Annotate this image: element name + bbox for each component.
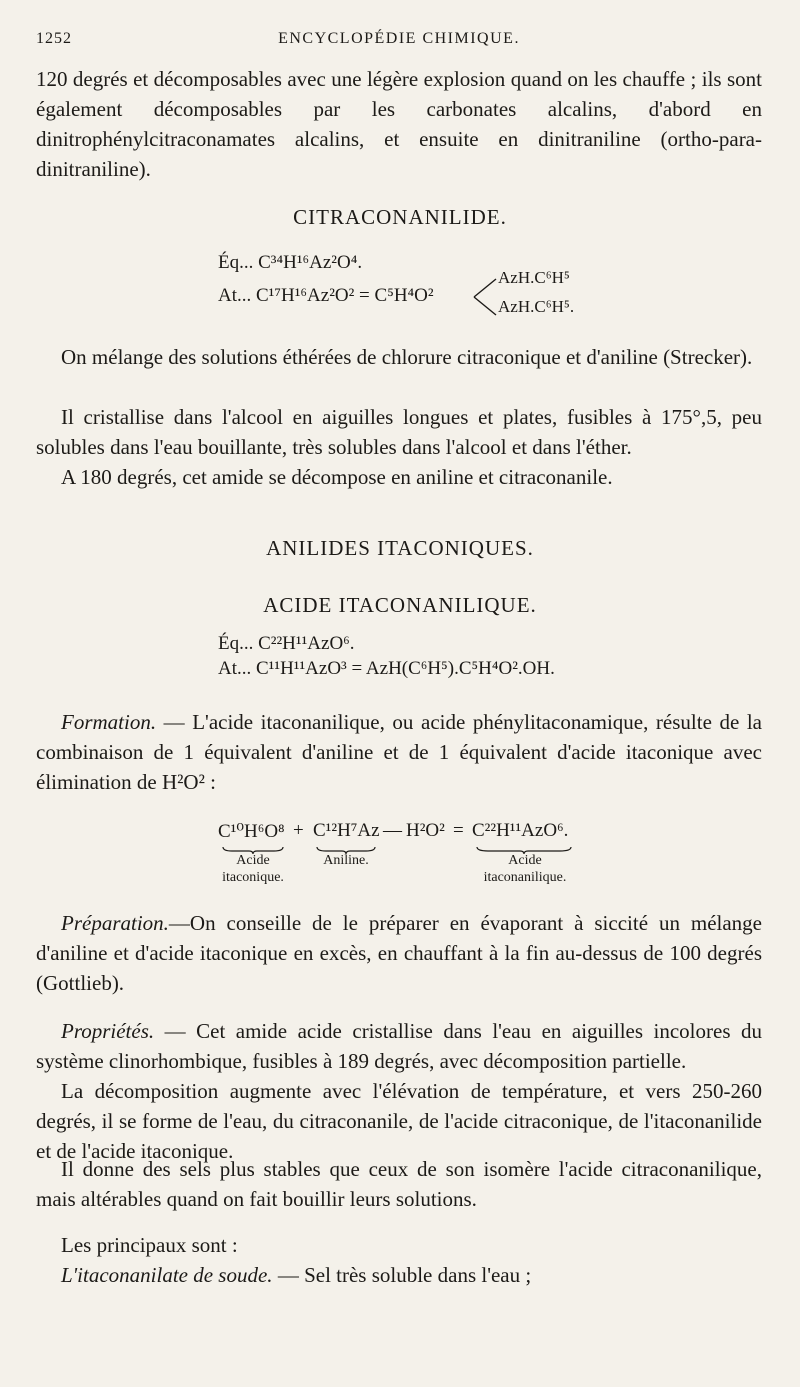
eliminated-water: H²O² xyxy=(406,820,445,841)
proprietes-label: Propriétés. xyxy=(61,1019,155,1043)
itaconanilique-at-formula xyxy=(218,658,555,680)
equals-sign: = xyxy=(453,820,464,841)
preparation-label: Préparation. xyxy=(61,911,169,935)
label-aniline: Aniline. xyxy=(323,853,369,868)
eq-label: Éq... xyxy=(218,252,254,273)
reactant-aniline: C¹²H⁷Az xyxy=(313,820,380,841)
at-label: At... xyxy=(218,658,252,679)
paragraph-sels: Il donne des sels plus stables que ceux de son isomère l'acide citraconanilique, mais altérables quand on fait bouillir leurs solutions. xyxy=(36,1157,762,1211)
formation-label: Formation. xyxy=(61,710,157,734)
product-acide-itaconanilique: C²²H¹¹AzO⁶. xyxy=(472,820,569,841)
running-title: ENCYCLOPÉDIE CHIMIQUE. xyxy=(278,30,520,47)
paragraph-decomposition: La décomposition augmente avec l'élévation de température, et vers 250-260 degrés, il se forme de l'eau, du citraconanile, de l'acide citraconique, de l'itaconanilide et de l'acide itaconique. xyxy=(36,1079,762,1163)
itaconanilique-eq-formula xyxy=(218,633,355,655)
paragraph-preparation-strecker: On mélange des solutions éthérées de chlorure citraconique et d'aniline (Strecker). xyxy=(61,345,753,369)
running-header xyxy=(36,30,762,52)
label-acide-itaconanilique: Acide itaconanilique. xyxy=(483,853,567,885)
paragraph-itaconanilate-soude xyxy=(36,1260,762,1290)
citraconanilide-eq-formula xyxy=(218,252,362,274)
eq-formula: C³⁴H¹⁶Az²O⁴. xyxy=(258,252,363,273)
subsection-title-acide-itaconanilique: ACIDE ITACONANILIQUE. xyxy=(263,593,537,617)
branch-lines-icon xyxy=(472,275,498,319)
reactant-acide-itaconique: C¹⁰H⁶O⁸ xyxy=(218,821,285,842)
citraconanilide-at-formula xyxy=(218,285,434,307)
paragraph-decomposition-180: A 180 degrés, cet amide se décompose en aniline et citraconanile. xyxy=(61,465,613,489)
at-formula: C¹⁷H¹⁶Az²O² = C⁵H⁴O² xyxy=(256,285,434,306)
minus-sign: — xyxy=(383,820,402,841)
section-title-citraconanilide: CITRACONANILIDE. xyxy=(293,205,507,229)
preparation-text: —On conseille de le préparer en évaporant à siccité un mélange d'aniline et d'acide itaconique en excès, en chauffant à la fin au-dessus de 100 degrés (Gottlieb). xyxy=(36,911,762,995)
paragraph-preparation xyxy=(36,908,762,998)
branch-bottom-group: AzH.C⁶H⁵. xyxy=(498,297,575,316)
intro-paragraph: 120 degrés et décomposables avec une légère explosion quand on les chauffe ; ils sont également décomposables par les carbonates alcalins, d'abord en dinitrophénylcitraconamates alcalins, et ensuite en dinitraniline (ortho-para-dinitraniline). xyxy=(36,67,762,181)
paragraph-formation xyxy=(36,707,762,797)
formation-text: — L'acide itaconanilique, ou acide phénylitaconamique, résulte de la combinaison de 1 équivalent d'aniline et de 1 équivalent d'acide itaconique avec élimination de H²O² : xyxy=(36,710,762,794)
paragraph-crystallization: Il cristallise dans l'alcool en aiguilles longues et plates, fusibles à 175°,5, peu solubles dans l'eau bouillante, très solubles dans l'alcool et dans l'éther. xyxy=(36,405,762,459)
branch-top-group: AzH.C⁶H⁵ xyxy=(498,268,570,287)
eq-formula: C²²H¹¹AzO⁶. xyxy=(258,633,355,654)
paragraph-principaux: Les principaux sont : xyxy=(61,1233,238,1257)
paragraph-proprietes xyxy=(36,1016,762,1076)
page-number: 1252 xyxy=(36,30,72,47)
eq-label: Éq... xyxy=(218,633,254,654)
salt-label: L'itaconanilate de soude. xyxy=(61,1263,273,1287)
plus-sign: + xyxy=(293,820,304,841)
proprietes-text: — Cet amide acide cristallise dans l'eau en aiguilles incolores du système clinorhombique, fusibles à 189 degrés, avec décomposition partielle. xyxy=(36,1019,762,1073)
section-title-anilides-itaconiques: ANILIDES ITACONIQUES. xyxy=(266,536,534,560)
at-label: At... xyxy=(218,285,252,306)
at-formula: C¹¹H¹¹AzO³ = AzH(C⁶H⁵).C⁵H⁴O².OH. xyxy=(256,658,555,679)
salt-text: — Sel très soluble dans l'eau ; xyxy=(272,1263,532,1287)
label-acide-itaconique: Acide itaconique. xyxy=(222,853,284,885)
